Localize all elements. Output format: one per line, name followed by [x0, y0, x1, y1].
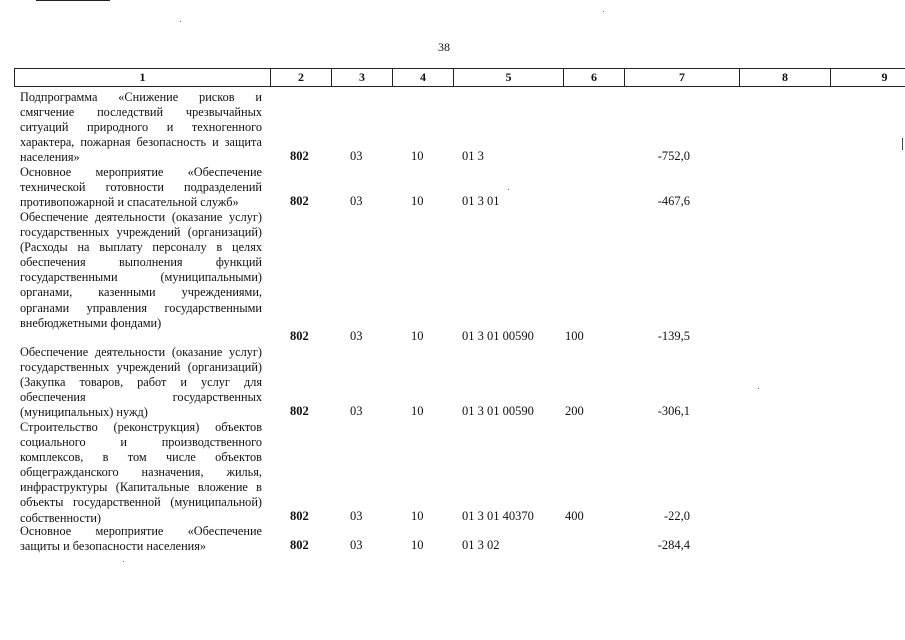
- expense-type-code: 100: [565, 329, 584, 343]
- amount-value: -22,0: [663, 509, 690, 523]
- header-col-9: 9: [831, 69, 905, 87]
- row-description: Подпрограмма «Снижение рисков и смягчение последствий чрезвычайных ситуаций природного и техногенного характера, пожарная безопасность и защита населения»: [20, 90, 262, 165]
- scan-speck: [758, 388, 759, 389]
- scan-edge-mark: [902, 138, 903, 150]
- row-description: Обеспечение деятельности (оказание услуг) государственных учреждений (организаций) (Закупка товаров, работ и услуг для обеспечения государственных (муниципальных) нужд): [20, 345, 262, 420]
- header-col-2: 2: [271, 69, 332, 87]
- subsection-code: 10: [411, 149, 424, 163]
- header-col-1: 1: [15, 69, 271, 87]
- ministry-code: 802: [290, 329, 309, 343]
- header-col-3: 3: [332, 69, 393, 87]
- header-col-4: 4: [393, 69, 454, 87]
- header-col-6: 6: [564, 69, 625, 87]
- ministry-code: 802: [290, 404, 309, 418]
- amount-value: -284,4: [657, 538, 690, 552]
- row-description: Основное мероприятие «Обеспечение защиты и безопасности населения»: [20, 524, 262, 554]
- scan-speck: [123, 561, 124, 562]
- target-article-code: 01 3 01 40370: [462, 509, 534, 523]
- row-description: Основное мероприятие «Обеспечение технической готовности подразделений противопожарной и спасательной служб»: [20, 165, 262, 210]
- subsection-code: 10: [411, 194, 424, 208]
- section-code: 03: [350, 509, 363, 523]
- row-description: Обеспечение деятельности (оказание услуг) государственных учреждений (организаций) (Расходы на выплату персоналу в целях обеспечения выполнения функций государственными (муниципальными) органами, казенными учреждениями, органами управления государственными внебюджетными фондами): [20, 210, 262, 330]
- amount-value: -752,0: [657, 149, 690, 163]
- scan-artifact-line: [36, 0, 110, 1]
- header-col-7: 7: [625, 69, 740, 87]
- amount-value: -139,5: [657, 329, 690, 343]
- scan-speck: [508, 189, 509, 190]
- target-article-code: 01 3 02: [462, 538, 500, 552]
- expense-type-code: 200: [565, 404, 584, 418]
- target-article-code: 01 3 01: [462, 194, 500, 208]
- section-code: 03: [350, 194, 363, 208]
- row-description: Строительство (реконструкция) объектов социального и производственного комплексов, в том числе объектов общегражданского назначения, жилья, инфраструктуры (Капитальные вложение в объекты государственной (муниципальной) собственности): [20, 420, 262, 525]
- scan-speck: [180, 21, 181, 22]
- scan-speck: [603, 11, 604, 12]
- header-col-8: 8: [740, 69, 831, 87]
- column-header-table: [14, 68, 905, 87]
- section-code: 03: [350, 538, 363, 552]
- section-code: 03: [350, 404, 363, 418]
- ministry-code: 802: [290, 538, 309, 552]
- header-col-5: 5: [454, 69, 564, 87]
- section-code: 03: [350, 149, 363, 163]
- section-code: 03: [350, 329, 363, 343]
- header-row: [15, 69, 905, 87]
- ministry-code: 802: [290, 509, 309, 523]
- amount-value: -306,1: [657, 404, 690, 418]
- target-article-code: 01 3 01 00590: [462, 404, 534, 418]
- ministry-code: 802: [290, 194, 309, 208]
- ministry-code: 802: [290, 149, 309, 163]
- target-article-code: 01 3 01 00590: [462, 329, 534, 343]
- target-article-code: 01 3: [462, 149, 484, 163]
- subsection-code: 10: [411, 538, 424, 552]
- page-number: 38: [438, 40, 450, 54]
- subsection-code: 10: [411, 329, 424, 343]
- expense-type-code: 400: [565, 509, 584, 523]
- subsection-code: 10: [411, 509, 424, 523]
- subsection-code: 10: [411, 404, 424, 418]
- amount-value: -467,6: [657, 194, 690, 208]
